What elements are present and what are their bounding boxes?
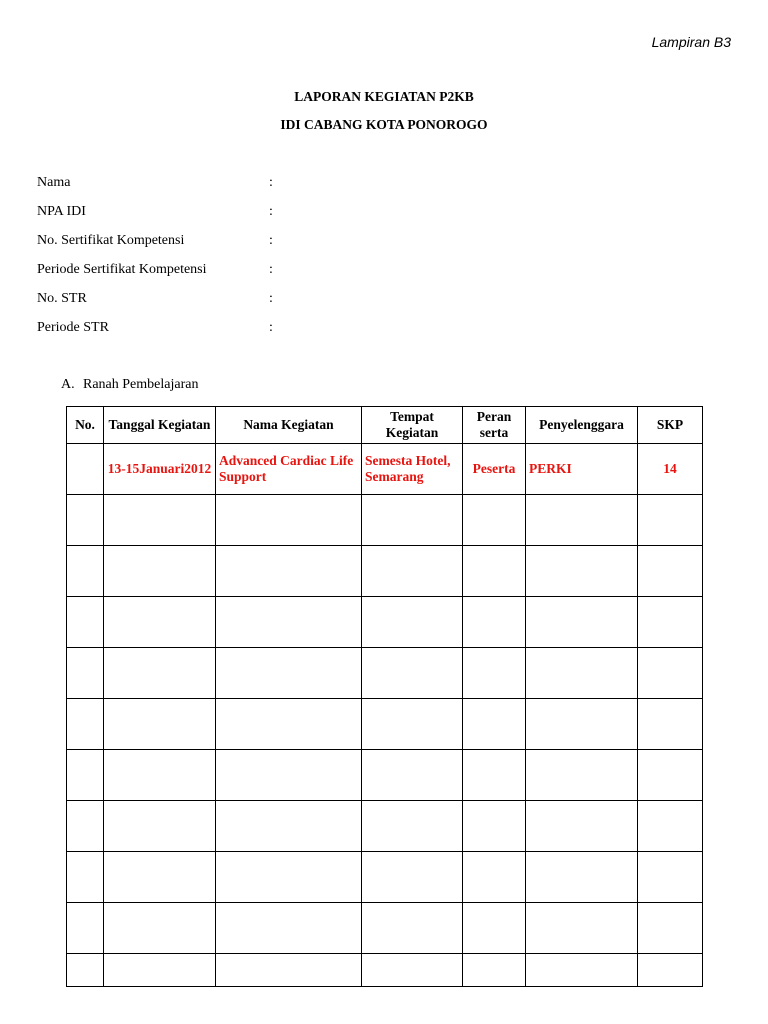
cell-skp: 14 [638,444,703,495]
cell-tempat [362,546,463,597]
cell-nama-kegiatan [216,546,362,597]
cell-peran [463,903,526,954]
cell-tanggal [104,597,216,648]
cell-nama-kegiatan [216,597,362,648]
table-row [67,954,703,987]
cell-tanggal [104,750,216,801]
section-heading [61,377,198,393]
header-peran: Peran serta [463,407,526,444]
cell-nama-kegiatan [216,954,362,987]
cell-peran [463,546,526,597]
field-colon: : [269,233,273,248]
table-header-row [67,407,703,444]
table-row [67,495,703,546]
cell-tanggal [104,648,216,699]
cell-no [67,801,104,852]
cell-tanggal [104,954,216,987]
field-label: Nama [37,175,71,190]
cell-penyelenggara [526,648,638,699]
cell-tanggal [104,801,216,852]
cell-peran [463,954,526,987]
cell-tempat [362,903,463,954]
field-nama [37,175,279,204]
cell-tanggal [104,852,216,903]
cell-peran [463,597,526,648]
header-skp: SKP [638,407,703,444]
table-row [67,597,703,648]
cell-no [67,750,104,801]
cell-peran: Peserta [463,444,526,495]
field-label: Periode Sertifikat Kompetensi [37,262,207,277]
cell-no [67,444,104,495]
field-colon: : [269,291,273,306]
cell-no [67,954,104,987]
attachment-label: Lampiran B3 [651,34,731,50]
cell-tempat [362,954,463,987]
cell-nama-kegiatan [216,750,362,801]
field-label: No. Sertifikat Kompetensi [37,233,185,248]
identity-fields [37,175,279,349]
cell-tempat [362,852,463,903]
field-colon: : [269,175,273,190]
cell-skp [638,597,703,648]
cell-nama-kegiatan [216,699,362,750]
cell-no [67,903,104,954]
cell-skp [638,801,703,852]
field-colon: : [269,262,273,277]
cell-nama-kegiatan: Advanced Cardiac Life Support [216,444,362,495]
cell-penyelenggara [526,546,638,597]
cell-penyelenggara [526,852,638,903]
cell-tempat [362,750,463,801]
field-periode-str [37,320,279,349]
cell-nama-kegiatan [216,648,362,699]
cell-skp [638,546,703,597]
cell-penyelenggara: PERKI [526,444,638,495]
cell-tanggal [104,546,216,597]
cell-tempat [362,495,463,546]
cell-tempat [362,699,463,750]
cell-tempat [362,597,463,648]
field-label: NPA IDI [37,204,86,219]
field-periode-sertifikat [37,262,279,291]
header-no: No. [67,407,104,444]
field-no-str [37,291,279,320]
cell-no [67,546,104,597]
cell-tanggal: 13-15Januari2012 [104,444,216,495]
field-colon: : [269,204,273,219]
section-letter: A. [61,377,75,392]
section-title: Ranah Pembelajaran [83,377,199,392]
table-row [67,546,703,597]
header-nama-kegiatan: Nama Kegiatan [216,407,362,444]
cell-no [67,597,104,648]
cell-nama-kegiatan [216,852,362,903]
table-row [67,648,703,699]
header-penyelenggara: Penyelenggara [526,407,638,444]
cell-tanggal [104,495,216,546]
cell-penyelenggara [526,597,638,648]
cell-penyelenggara [526,495,638,546]
activity-table [66,406,703,987]
header-tempat: Tempat Kegiatan [362,407,463,444]
table-row [67,852,703,903]
cell-peran [463,852,526,903]
field-label: No. STR [37,291,87,306]
cell-peran [463,750,526,801]
cell-skp [638,648,703,699]
table-row [67,801,703,852]
field-colon: : [269,320,273,335]
table-row [67,444,703,495]
report-title: LAPORAN KEGIATAN P2KB [294,89,474,104]
cell-no [67,699,104,750]
table-row [67,750,703,801]
cell-penyelenggara [526,954,638,987]
cell-penyelenggara [526,699,638,750]
cell-peran [463,801,526,852]
cell-penyelenggara [526,750,638,801]
cell-nama-kegiatan [216,495,362,546]
report-subtitle: IDI CABANG KOTA PONOROGO [280,117,488,132]
cell-skp [638,903,703,954]
cell-no [67,648,104,699]
header-tanggal: Tanggal Kegiatan [104,407,216,444]
cell-peran [463,648,526,699]
field-label: Periode STR [37,320,109,335]
cell-tanggal [104,903,216,954]
cell-nama-kegiatan [216,903,362,954]
field-no-sertifikat [37,233,279,262]
cell-peran [463,495,526,546]
cell-skp [638,495,703,546]
cell-penyelenggara [526,801,638,852]
cell-skp [638,699,703,750]
cell-nama-kegiatan [216,801,362,852]
field-npa-idi [37,204,279,233]
table-row [67,903,703,954]
cell-skp [638,852,703,903]
cell-penyelenggara [526,903,638,954]
cell-skp [638,954,703,987]
cell-tempat [362,801,463,852]
cell-peran [463,699,526,750]
cell-skp [638,750,703,801]
cell-tempat: Semesta Hotel, Semarang [362,444,463,495]
cell-tanggal [104,699,216,750]
table-row [67,699,703,750]
cell-no [67,852,104,903]
cell-no [67,495,104,546]
cell-tempat [362,648,463,699]
